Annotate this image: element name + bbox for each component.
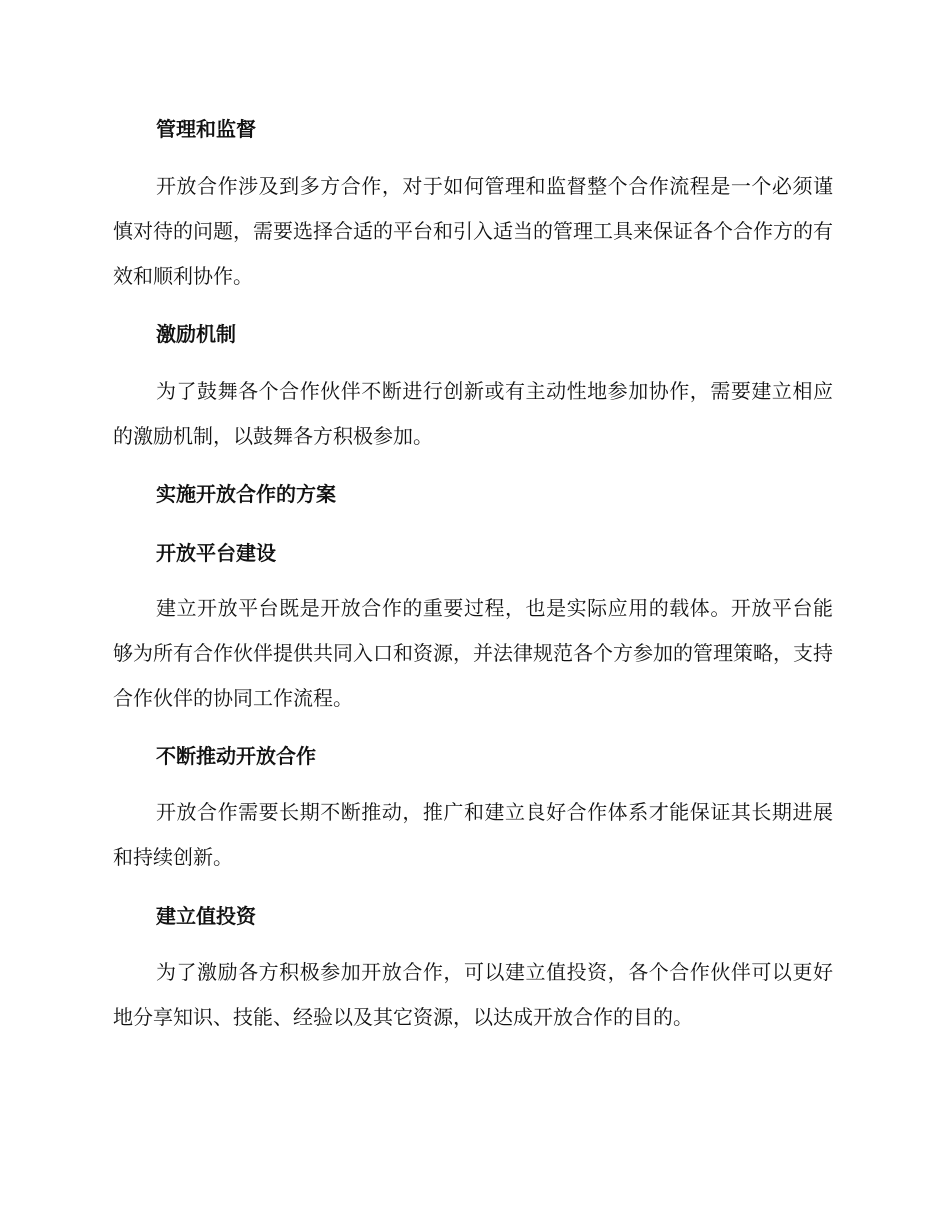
section-heading-continuous-promotion: 不断推动开放合作	[156, 744, 316, 768]
section-body-incentive: 为了鼓舞各个合作伙伴不断进行创新或有主动性地参加协作，需要建立相应的激励机制，以鼓舞各方积极参加。	[113, 379, 833, 448]
section-body-continuous-promotion: 开放合作需要长期不断推动，推广和建立良好合作体系才能保证其长期进展和持续创新。	[113, 800, 833, 869]
section-heading-implementation-plan: 实施开放合作的方案	[156, 482, 336, 506]
section-body-value-investment: 为了激励各方积极参加开放合作，可以建立值投资，各个合作伙伴可以更好地分享知识、技能、经验以及其它资源，以达成开放合作的目的。	[113, 960, 833, 1029]
section-heading-incentive: 激励机制	[156, 322, 236, 346]
section-body-platform: 建立开放平台既是开放合作的重要过程，也是实际应用的载体。开放平台能够为所有合作伙伴提供共同入口和资源，并法律规范各个方参加的管理策略，支持合作伙伴的协同工作流程。	[113, 596, 833, 710]
section-heading-value-investment: 建立值投资	[156, 904, 256, 928]
section-heading-platform: 开放平台建设	[156, 541, 276, 565]
section-body-management: 开放合作涉及到多方合作，对于如何管理和监督整个合作流程是一个必须谨慎对待的问题，需要选择合适的平台和引入适当的管理工具来保证各个合作方的有效和顺利协作。	[113, 174, 833, 288]
section-heading-management: 管理和监督	[156, 117, 256, 141]
